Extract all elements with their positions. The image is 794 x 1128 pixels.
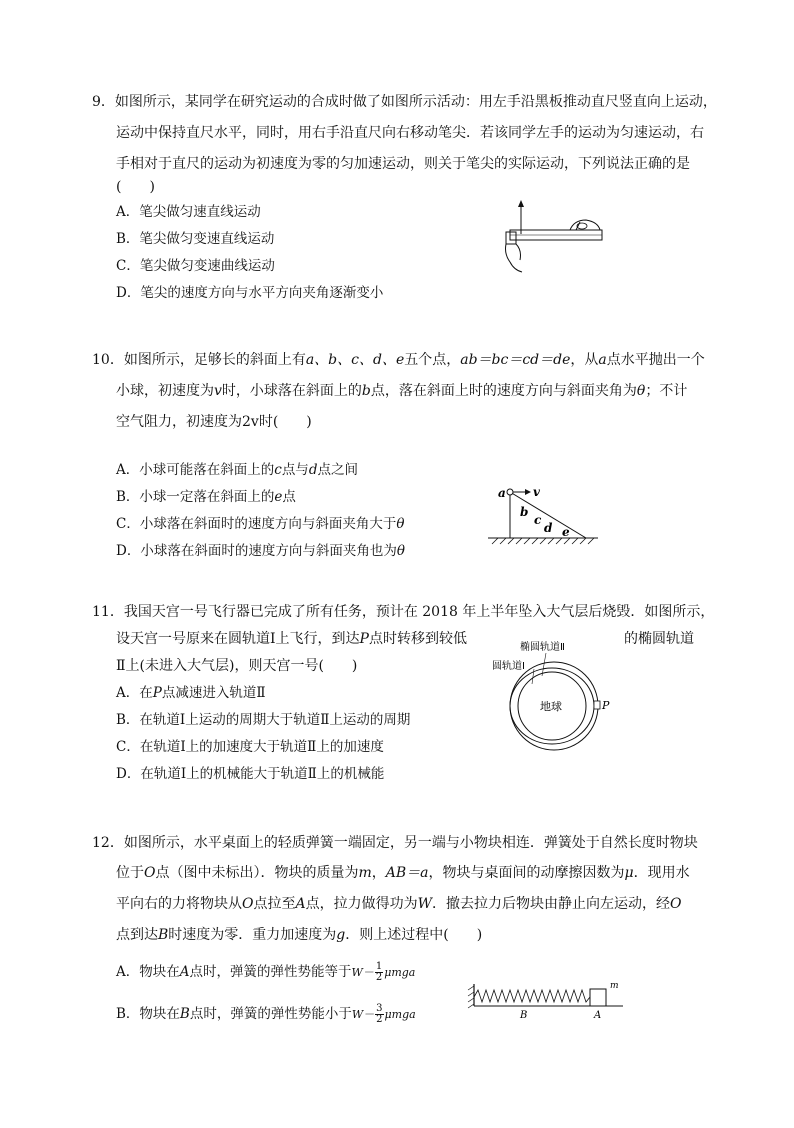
q12-option-a[interactable]: A．物块在A点时，弹簧的弹性势能等于W－ $\frac{1}{2}$ μmga xyxy=(116,961,416,983)
q10-label-a: a xyxy=(498,486,506,500)
q10-option-c[interactable]: C．小球落在斜面时的速度方向与斜面夹角大于θ xyxy=(116,516,405,532)
q9-line-2: 运动中保持直尺水平，同时，用右手沿直尺向右移动笔尖．若该同学左手的运动为匀速运动，右 xyxy=(116,125,704,141)
q11-option-d[interactable]: D．在轨道Ⅰ上的机械能大于轨道Ⅱ上的机械能 xyxy=(116,766,385,782)
q10-option-b[interactable]: B．小球一定落在斜面上的e点 xyxy=(116,489,296,505)
q9-answer-blank: ( ) xyxy=(116,179,155,195)
q12-option-b[interactable]: B．物块在B点时，弹簧的弹性势能小于W－ $\frac{3}{2}$ μmga xyxy=(116,1003,416,1025)
q12-label-m: m xyxy=(610,981,619,991)
q9-option-d[interactable]: D．笔尖的速度方向与水平方向夹角逐渐变小 xyxy=(116,285,384,301)
q12-line-2: 位于O点（图中未标出）．物块的质量为m，AB＝a，物块与桌面间的动摩擦因数为μ．现用水 xyxy=(116,865,690,881)
q11-label-ellipse: 椭圆轨道Ⅱ xyxy=(520,642,565,653)
q12-label-a: A xyxy=(594,1010,602,1021)
q10-label-d: d xyxy=(544,521,553,535)
q11-option-c[interactable]: C．在轨道Ⅰ上的加速度大于轨道Ⅱ上的加速度 xyxy=(116,739,384,755)
q10-option-d[interactable]: D．小球落在斜面时的速度方向与斜面夹角也为θ xyxy=(116,543,405,559)
q10-line-1: 10．如图所示，足够长的斜面上有a、b、c、d、e五个点，ab＝bc＝cd＝de，从a点水平抛出一个 xyxy=(92,352,705,368)
q9-line-3: 手相对于直尺的运动为初速度为零的匀加速运动，则关于笔尖的实际运动，下列说法正确的是 xyxy=(116,156,690,172)
q10-label-v: v xyxy=(533,485,540,499)
q11-line-1: 11．我国天宫一号飞行器已完成了所有任务，预计在 2018 年上半年坠入大气层后烧毁．如图所示， xyxy=(92,604,715,620)
q11-label-earth: 地球 xyxy=(540,700,562,713)
q11-line-2-end: 的椭圆轨道 xyxy=(624,631,694,647)
q12-spring-figure xyxy=(468,980,628,1020)
q9-option-b[interactable]: B．笔尖做匀变速直线运动 xyxy=(116,231,275,247)
q11-orbit-figure xyxy=(488,638,618,756)
q10-line-2: 小球，初速度为v时，小球落在斜面上的b点，落在斜面上时的速度方向与斜面夹角为θ；不计 xyxy=(116,383,688,399)
q12-line-4: 点到达B时速度为零．重力加速度为g．则上述过程中( ) xyxy=(116,927,483,943)
q12-line-1: 12．如图所示，水平桌面上的轻质弹簧一端固定，另一端与小物块相连．弹簧处于自然长度时物块 xyxy=(92,835,698,851)
q11-line-3: Ⅱ上(未进入大气层)，则天宫一号( ) xyxy=(116,658,358,674)
q10-label-b: b xyxy=(520,505,529,519)
q11-label-circle: 圆轨道Ⅰ xyxy=(492,661,525,672)
q10-label-c: c xyxy=(534,513,542,527)
q9-line-1: 9．如图所示，某同学在研究运动的合成时做了如图所示活动：用左手沿黑板推动直尺竖直向上运动， xyxy=(92,94,717,110)
q10-label-e: e xyxy=(562,525,570,539)
q12-line-3: 平向右的力将物块从O点拉至A点，拉力做得功为W．撤去拉力后物块由静止向左运动，经O xyxy=(116,896,682,912)
q9-option-c[interactable]: C．笔尖做匀变速曲线运动 xyxy=(116,258,275,274)
q10-option-a[interactable]: A．小球可能落在斜面上的c点与d点之间 xyxy=(116,462,358,478)
q12-label-b: B xyxy=(520,1010,528,1021)
q9-ruler-figure xyxy=(500,198,610,276)
q10-incline-figure xyxy=(488,482,598,548)
q10-line-3: 空气阻力，初速度为2v时( ) xyxy=(116,414,312,430)
q9-option-a[interactable]: A．笔尖做匀速直线运动 xyxy=(116,204,261,220)
q11-line-2: 设天宫一号原来在圆轨道Ⅰ上飞行，到达P点时转移到较低 xyxy=(116,631,467,647)
q11-option-b[interactable]: B．在轨道Ⅰ上运动的周期大于轨道Ⅱ上运动的周期 xyxy=(116,712,411,728)
q11-option-a[interactable]: A．在P点减速进入轨道Ⅱ xyxy=(116,685,266,701)
q11-label-p: P xyxy=(602,699,610,712)
